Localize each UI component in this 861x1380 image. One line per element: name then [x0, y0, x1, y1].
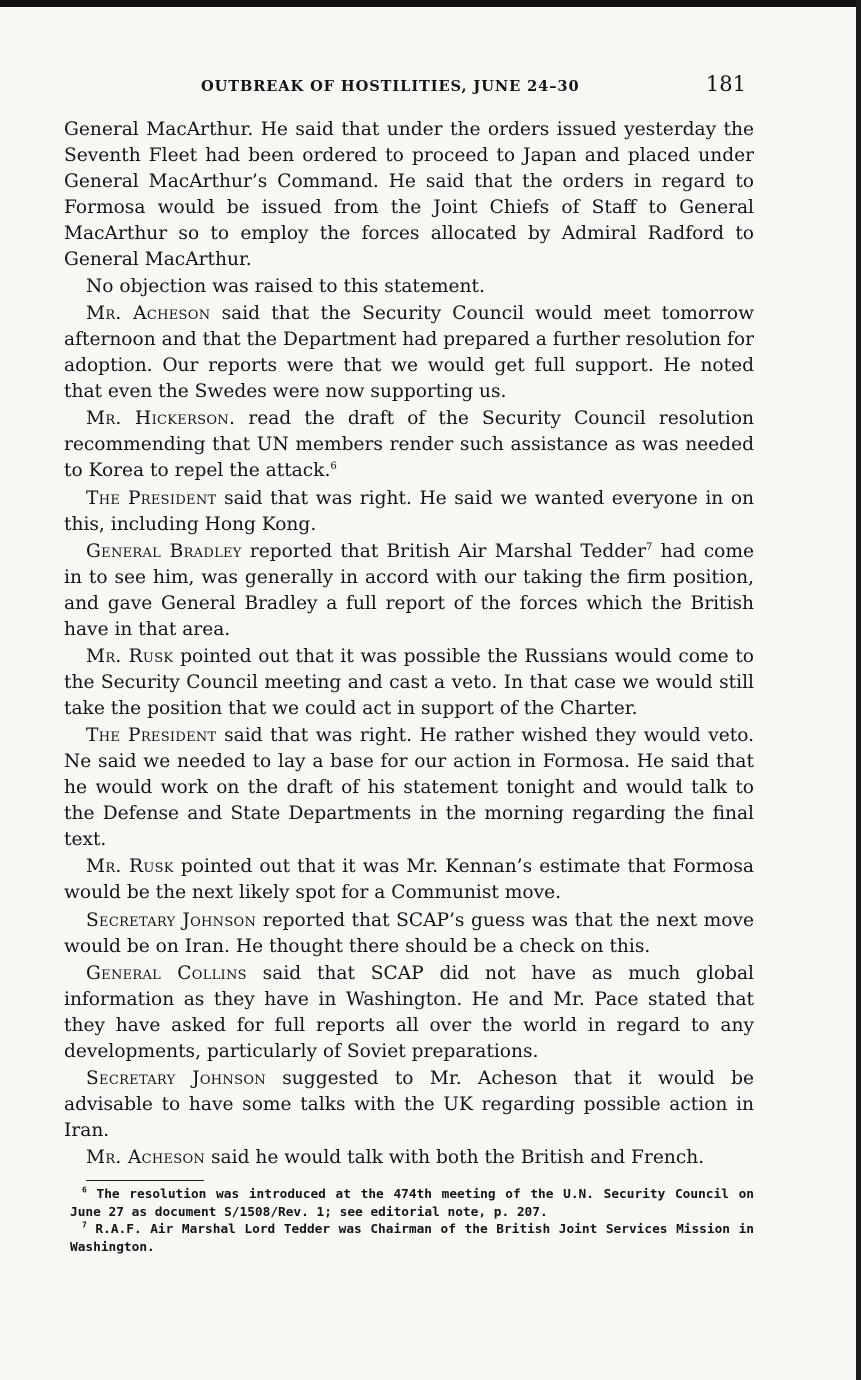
speaker-name: General Bradley — [86, 541, 242, 562]
speaker-name: Secretary Johnson — [86, 1068, 266, 1090]
speaker-name: The President — [86, 487, 217, 509]
speaker-name: Mr. Hickerson. — [86, 408, 236, 430]
speaker-name: Mr. Acheson — [86, 303, 211, 325]
speaker-name: The President — [86, 725, 217, 747]
paragraph — [64, 1145, 754, 1171]
paragraph — [64, 644, 754, 722]
paragraph — [64, 961, 754, 1065]
page-number: 181 — [705, 72, 746, 96]
footnote — [70, 1186, 754, 1221]
paragraph-text: had come in to see him, was generally in accord with our taking the firm position, and gave General Bradley a full report of the forces which the British have in that area. — [64, 541, 754, 640]
top-edge-rule — [0, 0, 861, 7]
paragraph-text: reported that SCAP’s guess was that the next move would be on Iran. He thought there should be a check on this. — [64, 909, 754, 957]
paragraph-text: said that the Security Council would meet tomorrow afternoon and that the Department had prepared a further resolution for adoption. Our reports were that we would get full support. He noted that even the Swedes were now supporting us. — [64, 303, 754, 403]
paragraph — [64, 486, 754, 538]
paragraph-text: said that was right. He rather wished they would veto. Ne said we needed to lay a base for our action in Formosa. He said that he would work on the draft of his statement tonight and would talk to the Defense and State Departments in the morning regarding the final text. — [64, 725, 754, 850]
footnote-text: R.A.F. Air Marshal Lord Tedder was Chairman of the British Joint Services Mission in Washington. — [70, 1222, 754, 1255]
paragraph-text: General MacArthur. He said that under the orders issued yesterday the Seventh Fleet had been ordered to proceed to Japan and placed under General MacArthur’s Command. He said that the orders in regard to Formosa would be issued from the Joint Chiefs of Staff to General MacArthur so to employ the forces allocated by Admiral Radford to General MacArthur. — [64, 119, 754, 270]
paragraph — [64, 1066, 754, 1144]
paragraph — [64, 406, 754, 484]
footnote-divider — [86, 1180, 204, 1181]
speaker-name: Mr. Acheson — [86, 1147, 206, 1169]
footnotes — [70, 1186, 754, 1256]
paragraph-text: said he would talk with both the British and French. — [205, 1147, 705, 1169]
right-edge-rule — [856, 0, 861, 1380]
paragraph-text: No objection was raised to this statement. — [86, 275, 485, 297]
body-text — [64, 117, 754, 1173]
paragraph-text: reported that British Air Marshal Tedder — [241, 541, 647, 562]
paragraph-text: read the draft of the Security Council resolution recommending that UN members render such assistance as was needed to Korea to repel the attack. — [64, 408, 755, 482]
running-head: OUTBREAK OF HOSTILITIES, JUNE 24–30 — [201, 78, 580, 95]
paragraph-text: said that was right. He said we wanted everyone in on this, including Hong Kong. — [64, 487, 755, 535]
paragraph-text: pointed out that it was possible the Russians would come to the Security Council meeting and cast a veto. In that case we would still take the position that we could act in support of the Charter. — [64, 646, 755, 719]
footnote-mark: 7 — [82, 1220, 87, 1230]
paragraph-text: said that SCAP did not have as much global information as they have in Washington. He and Mr. Pace stated that they have asked for full reports all over the world in regard to any developments, particularly of Soviet preparations. — [64, 963, 754, 1062]
paragraph — [64, 117, 754, 272]
footnote-mark: 6 — [82, 1185, 87, 1195]
paragraph — [64, 274, 754, 300]
paragraph — [64, 301, 754, 405]
footnote-text: The resolution was introduced at the 474th meeting of the U.N. Security Council on June 27 as document S/1508/Rev. 1; see editorial note, p. 207. — [70, 1187, 754, 1220]
paragraph-text: pointed out that it was Mr. Kennan’s estimate that Formosa would be the next likely spot for a Communist move. — [64, 856, 755, 904]
speaker-name: Secretary Johnson — [86, 909, 257, 931]
paragraph — [64, 723, 754, 853]
paragraph — [64, 908, 754, 960]
paragraph — [64, 539, 754, 643]
speaker-name: Mr. Rusk — [86, 646, 174, 668]
footnote-reference: 7 — [646, 541, 653, 553]
speaker-name: Mr. Rusk — [86, 856, 174, 878]
footnote-reference: 6 — [330, 461, 337, 473]
speaker-name: General Collins — [86, 963, 247, 984]
paragraph — [64, 854, 754, 906]
page-header — [66, 72, 752, 102]
footnote — [70, 1221, 754, 1256]
paragraph-text: suggested to Mr. Acheson that it would be advisable to have some talks with the UK regarding possible action in Iran. — [64, 1068, 754, 1141]
